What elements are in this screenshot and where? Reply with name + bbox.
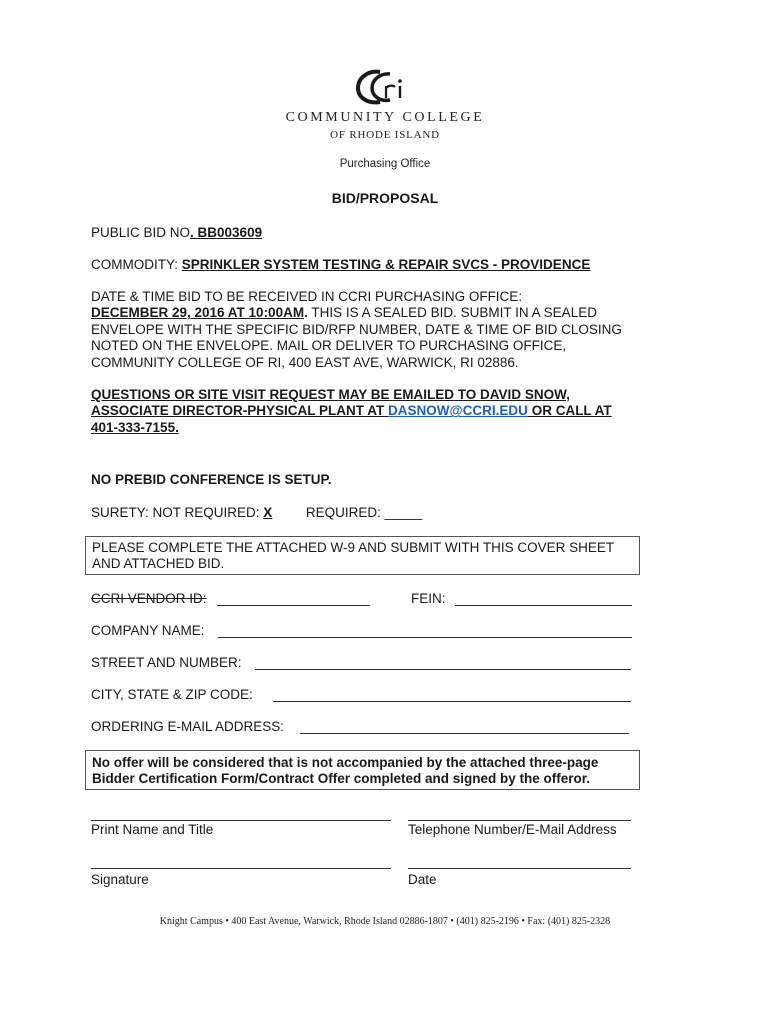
- surety-label: SURETY: NOT REQUIRED:: [91, 505, 260, 520]
- bid-number-value: . BB003609: [190, 225, 263, 240]
- surety-not-required-mark[interactable]: X: [263, 505, 273, 520]
- ordering-email-label: ORDERING E-MAIL ADDRESS:: [91, 719, 285, 734]
- w9-notice-text: PLEASE COMPLETE THE ATTACHED W-9 AND SUBMIT WITH THIS COVER SHEET AND ATTACHED BID.: [92, 540, 614, 572]
- contact-email-link[interactable]: DASNOW@CCRI.EDU: [388, 403, 528, 419]
- offer-notice-text: No offer will be considered that is not accompanied by the attached three-page Bidder Certification Form/Contract Offer completed and signed by the offeror.: [92, 755, 599, 787]
- print-name-label: Print Name and Title: [91, 822, 214, 837]
- commodity-line: [91, 257, 590, 272]
- prebid-notice: NO PREBID CONFERENCE IS SETUP.: [91, 472, 332, 487]
- ccri-logo-icon: [350, 64, 420, 110]
- city-state-zip-field[interactable]: [273, 687, 631, 702]
- street-label: STREET AND NUMBER:: [91, 655, 242, 670]
- org-subtitle: OF RHODE ISLAND: [330, 129, 440, 141]
- document-title: BID/PROPOSAL: [331, 190, 439, 206]
- bid-number-line: [91, 225, 532, 240]
- print-name-line[interactable]: [91, 820, 391, 821]
- offer-notice-box: [85, 750, 640, 790]
- vendor-id-label: CCRI VENDOR ID:: [91, 591, 207, 606]
- questions-text-2: OR CALL AT 401-333-7155.: [91, 403, 612, 435]
- commodity-value: SPRINKLER SYSTEM TESTING & REPAIR SVCS - PROVIDENCE: [181, 257, 591, 272]
- telephone-label: Telephone Number/E-Mail Address: [408, 822, 617, 837]
- deadline-dot: .: [304, 305, 308, 321]
- surety-line: [91, 505, 422, 520]
- vendor-id-field[interactable]: [217, 591, 370, 606]
- street-field[interactable]: [255, 655, 631, 670]
- deadline-date-time: DECEMBER 29, 2016 AT 10:00AM: [91, 305, 305, 321]
- questions-text-1: QUESTIONS OR SITE VISIT REQUEST MAY BE EMAILED TO DAVID SNOW, ASSOCIATE DIRECTOR-PHYSICAL PLANT AT: [91, 387, 570, 419]
- telephone-line[interactable]: [408, 820, 631, 821]
- bid-number-label: PUBLIC BID NO: [91, 225, 191, 240]
- w9-notice-box: [85, 536, 640, 575]
- ccri-logo: [0, 64, 770, 110]
- surety-required-blank[interactable]: _____: [384, 505, 423, 520]
- date-label: Date: [408, 872, 437, 887]
- ordering-email-field[interactable]: [300, 719, 629, 734]
- fein-field[interactable]: [455, 591, 632, 606]
- date-line[interactable]: [408, 868, 631, 869]
- commodity-label: COMMODITY:: [91, 257, 178, 272]
- org-name: COMMUNITY COLLEGE: [285, 110, 485, 125]
- company-name-field[interactable]: [218, 623, 632, 638]
- questions-paragraph: [91, 387, 639, 436]
- fein-label: FEIN:: [411, 591, 446, 606]
- deadline-instructions: THIS IS A SEALED BID. SUBMIT IN A SEALED ENVELOPE WITH THE SPECIFIC BID/RFP NUMBER, DATE & TIME OF BID CLOSING NOTED ON THE ENVELOPE. MAIL OR DELIVER TO PURCHASING OFFICE, COMMUNITY COLLEGE OF RI, 400 EAST AVE, WARWICK, RI 02886.: [91, 305, 622, 370]
- signature-line[interactable]: [91, 868, 391, 869]
- signature-label: Signature: [91, 872, 149, 887]
- footer-address: Knight Campus • 400 East Avenue, Warwick, Rhode Island 02886-1807 • (401) 825-2196 • Fax: (401) 825-2328: [159, 916, 611, 927]
- office-name: Purchasing Office: [339, 158, 431, 170]
- deadline-lead: DATE & TIME BID TO BE RECEIVED IN CCRI PURCHASING OFFICE:: [91, 289, 523, 304]
- company-name-label: COMPANY NAME:: [91, 623, 205, 638]
- surety-required-label: REQUIRED:: [305, 505, 381, 520]
- deadline-paragraph: [91, 289, 651, 371]
- city-state-zip-label: CITY, STATE & ZIP CODE:: [91, 687, 253, 702]
